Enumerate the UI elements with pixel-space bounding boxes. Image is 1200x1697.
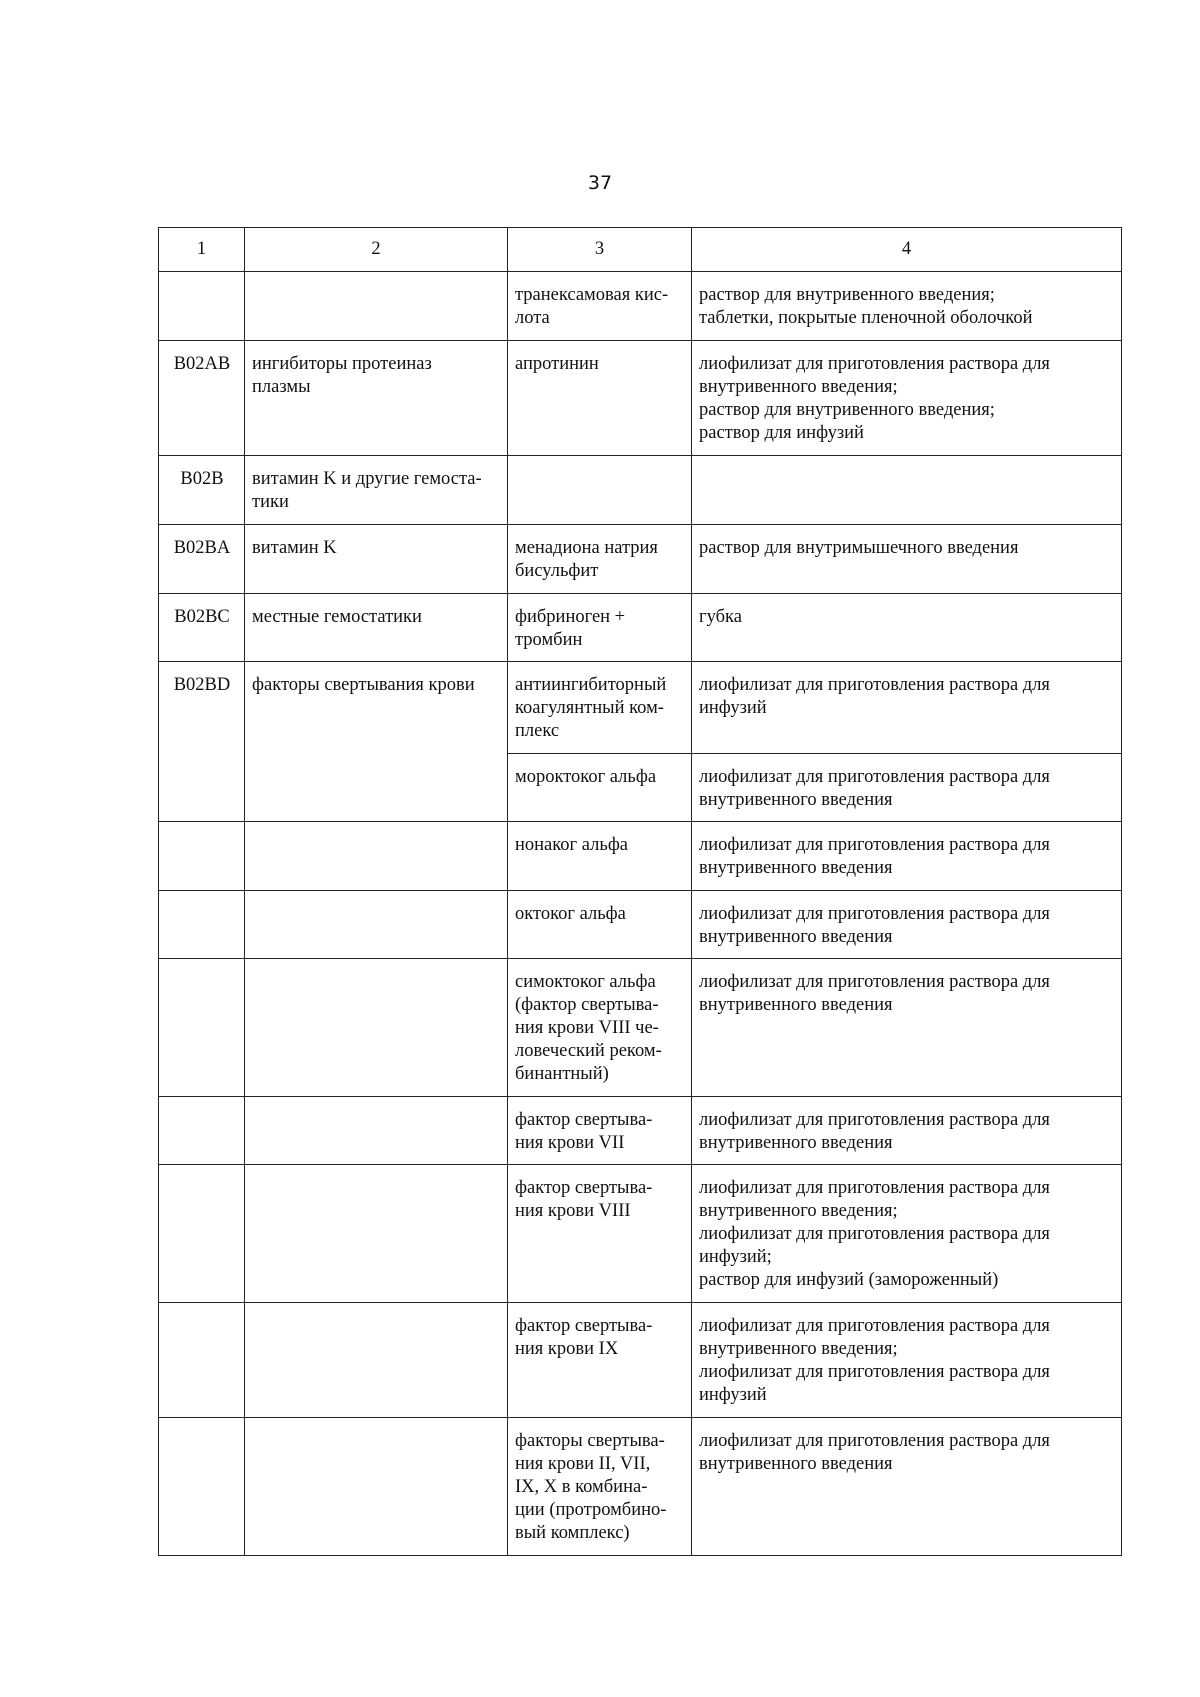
table-row	[159, 594, 1122, 662]
group-cell	[245, 272, 508, 341]
atc-code-cell	[159, 822, 245, 891]
atc-code-cell	[159, 272, 245, 341]
table-row	[159, 1097, 1122, 1165]
drug-cell: антиингибиторный коагулянтный ком- плекс	[508, 662, 692, 754]
table-row	[159, 959, 1122, 1097]
group-cell: витамин K	[245, 525, 508, 594]
drug-cell: фактор свертыва- ния крови IX	[508, 1303, 692, 1418]
dosage-form-cell	[692, 456, 1122, 525]
table-row	[159, 525, 1122, 594]
dosage-form-cell: раствор для внутримышечного введения	[692, 525, 1122, 594]
dosage-form-cell: лиофилизат для приготовления раствора для внутривенного введения; лиофилизат для приготовления раствора для инфузий; раствор для инфузий (замороженный)	[692, 1165, 1122, 1303]
atc-code-cell	[159, 1418, 245, 1556]
table-row	[159, 662, 1122, 754]
atc-code-cell: B02BD	[159, 662, 245, 822]
table-row	[159, 822, 1122, 891]
dosage-form-cell: лиофилизат для приготовления раствора для внутривенного введения; раствор для внутривенного введения; раствор для инфузий	[692, 341, 1122, 456]
dosage-form-cell: лиофилизат для приготовления раствора для внутривенного введения	[692, 822, 1122, 891]
group-cell	[245, 1165, 508, 1303]
atc-code-cell	[159, 1097, 245, 1165]
group-cell	[245, 891, 508, 959]
dosage-form-cell: лиофилизат для приготовления раствора для внутривенного введения; лиофилизат для приготовления раствора для инфузий	[692, 1303, 1122, 1418]
group-cell: витамин K и другие гемоста- тики	[245, 456, 508, 525]
drug-cell: фактор свертыва- ния крови VIII	[508, 1165, 692, 1303]
table-header-row	[159, 228, 1122, 272]
drug-cell: фактор свертыва- ния крови VII	[508, 1097, 692, 1165]
column-header: 4	[692, 228, 1122, 272]
column-header: 3	[508, 228, 692, 272]
table-row	[159, 1303, 1122, 1418]
dosage-form-cell: лиофилизат для приготовления раствора для внутривенного введения	[692, 754, 1122, 822]
group-cell: факторы свертывания крови	[245, 662, 508, 822]
drug-cell: фибриноген + тромбин	[508, 594, 692, 662]
dosage-form-cell: раствор для внутривенного введения; таблетки, покрытые пленочной оболочкой	[692, 272, 1122, 341]
atc-code-cell	[159, 1303, 245, 1418]
table-row	[159, 341, 1122, 456]
group-cell	[245, 822, 508, 891]
dosage-form-cell: лиофилизат для приготовления раствора для внутривенного введения	[692, 1418, 1122, 1556]
group-cell: ингибиторы протеиназ плазмы	[245, 341, 508, 456]
drug-cell: факторы свертыва- ния крови II, VII, IX, X в комбина- ции (протромбино- вый комплекс)	[508, 1418, 692, 1556]
drug-table	[158, 227, 1122, 1556]
table-row	[159, 456, 1122, 525]
drug-cell: апротинин	[508, 341, 692, 456]
column-header: 1	[159, 228, 245, 272]
table-row	[159, 891, 1122, 959]
group-cell	[245, 959, 508, 1097]
drug-cell: менадиона натрия бисульфит	[508, 525, 692, 594]
table-row	[159, 1418, 1122, 1556]
column-header: 2	[245, 228, 508, 272]
group-cell	[245, 1097, 508, 1165]
table-row	[159, 1165, 1122, 1303]
dosage-form-cell: лиофилизат для приготовления раствора для внутривенного введения	[692, 959, 1122, 1097]
atc-code-cell	[159, 959, 245, 1097]
group-cell	[245, 1418, 508, 1556]
group-cell: местные гемостатики	[245, 594, 508, 662]
atc-code-cell	[159, 1165, 245, 1303]
drug-cell: октоког альфа	[508, 891, 692, 959]
table-row	[159, 272, 1122, 341]
group-cell	[245, 1303, 508, 1418]
atc-code-cell: B02BC	[159, 594, 245, 662]
dosage-form-cell: лиофилизат для приготовления раствора для внутривенного введения	[692, 891, 1122, 959]
drug-cell: симоктоког альфа (фактор свертыва- ния крови VIII че- ловеческий реком- бинантный)	[508, 959, 692, 1097]
dosage-form-cell: губка	[692, 594, 1122, 662]
drug-cell: транексамовая кис- лота	[508, 272, 692, 341]
drug-cell: нонаког альфа	[508, 822, 692, 891]
atc-code-cell: B02B	[159, 456, 245, 525]
atc-code-cell	[159, 891, 245, 959]
page-number: 37	[587, 172, 613, 194]
atc-code-cell: B02BA	[159, 525, 245, 594]
dosage-form-cell: лиофилизат для приготовления раствора для инфузий	[692, 662, 1122, 754]
drug-cell	[508, 456, 692, 525]
dosage-form-cell: лиофилизат для приготовления раствора для внутривенного введения	[692, 1097, 1122, 1165]
drug-cell: мороктоког альфа	[508, 754, 692, 822]
atc-code-cell: B02AB	[159, 341, 245, 456]
